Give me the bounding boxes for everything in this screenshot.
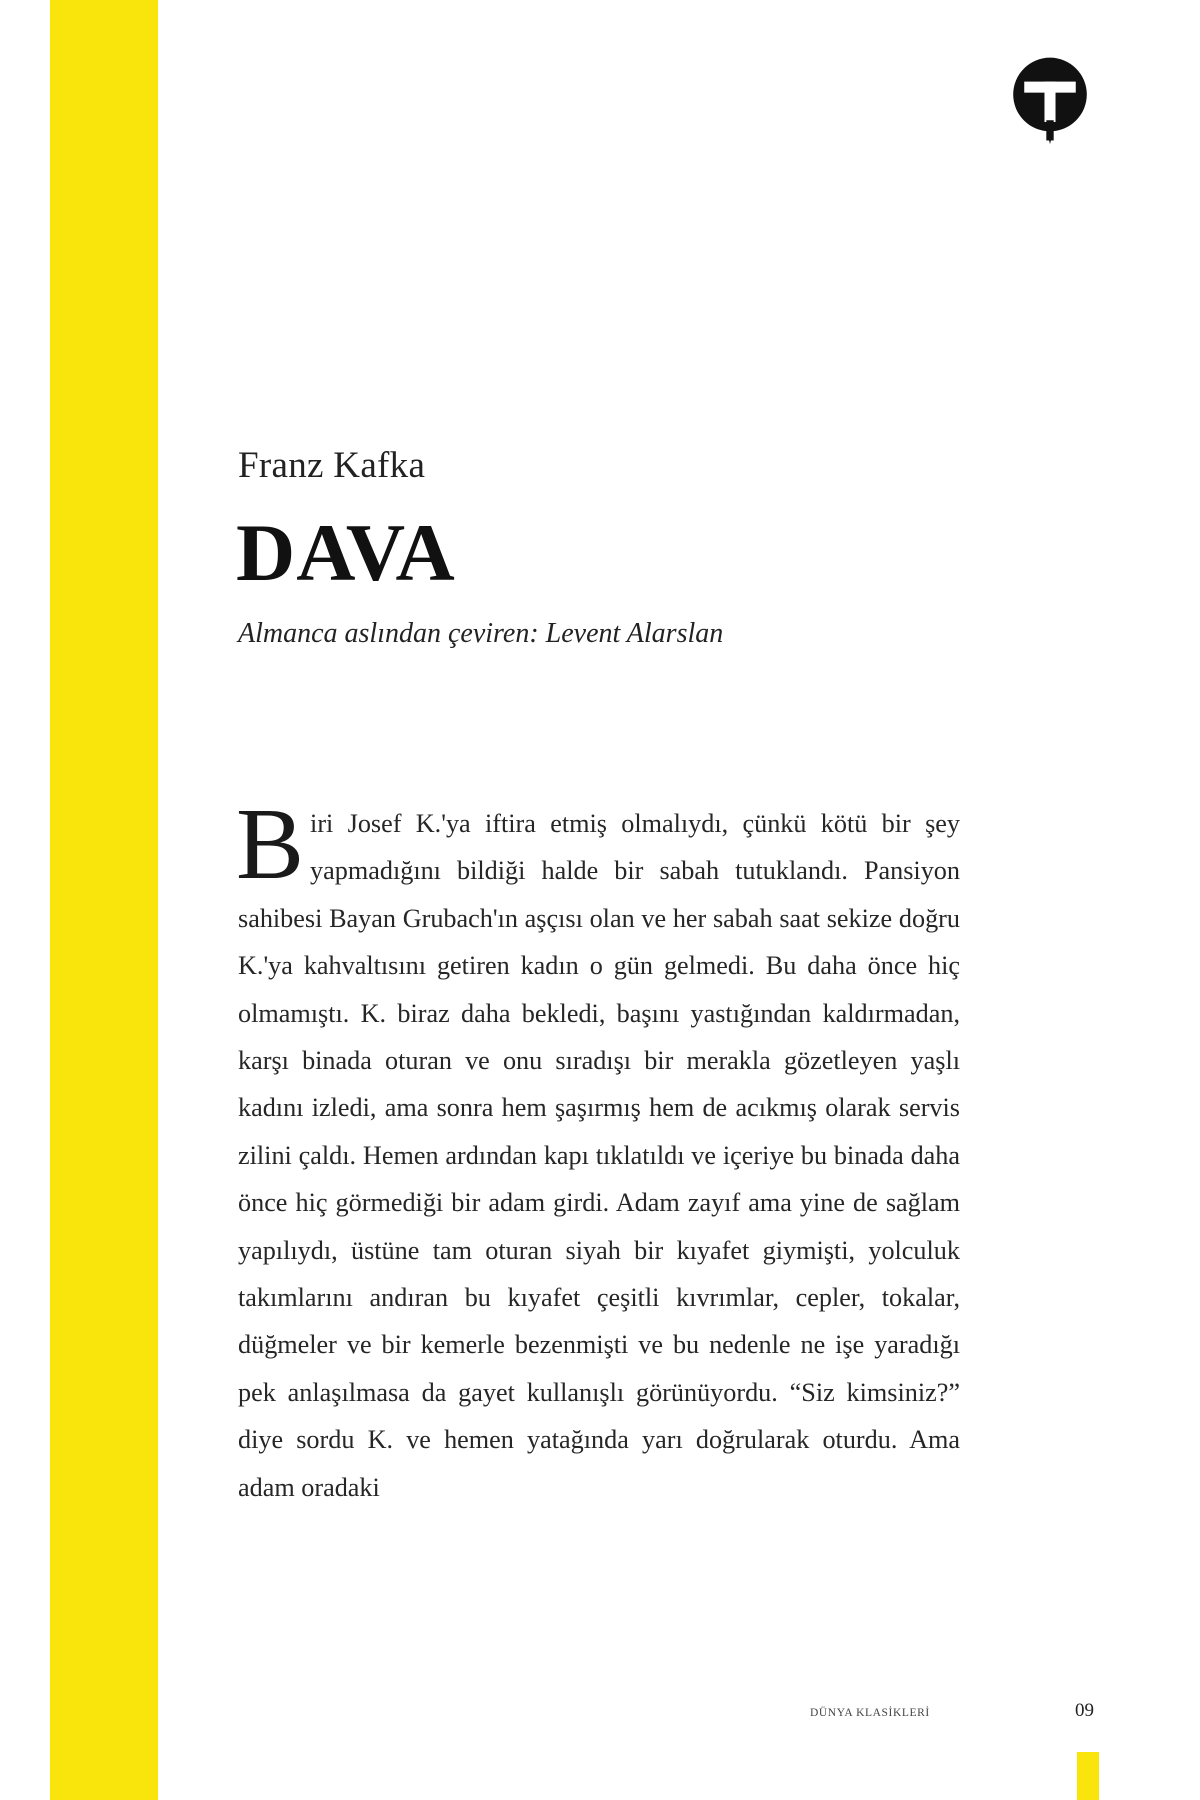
yellow-side-band bbox=[50, 0, 158, 1800]
translator-credit: Almanca aslından çeviren: Levent Alarslan bbox=[238, 618, 724, 649]
page-marker-tab bbox=[1077, 1752, 1099, 1800]
drop-cap: B bbox=[236, 788, 305, 901]
book-author: Franz Kafka bbox=[238, 445, 426, 486]
body-text: iri Josef K.'ya iftira etmiş olmalıydı, çünkü kötü bir şey yapmadığını bildiği halde bir sabah tutuklandı. Pansiyon sahibesi Bayan Grubach'ın aşçısı olan ve her sabah saat sekize doğru K.'ya kahvaltısını getiren kadın o gün gelmedi. Bu daha önce hiç olmamıştı. K. biraz daha bekledi, başını yastığından kaldırmadan, karşı binada oturan ve onu sıradışı bir merakla gözetleyen yaşlı kadını izledi, ama sonra hem şaşırmış hem de acıkmış olarak servis zilini çaldı. Hemen ardından kapı tıklatıldı ve içeriye bu binada daha önce hiç görmediği bir adam girdi. Adam zayıf ama yine de sağlam yapılıydı, üstüne tam oturan siyah bir kıyafet giymişti, yolculuk takımlarını andıran bu kıyafet çeşitli kıvrımlar, cepler, tokalar, düğmeler ve bir kemerle bezenmişti ve bu nedenle ne işe yaradığı pek anlaşılmasa da gayet kullanışlı görünüyordu. “Siz kimsiniz?” diye sordu K. ve hemen yatağında yarı doğrularak oturdu. Ama adam oradaki bbox=[238, 809, 960, 1502]
page-number: 09 bbox=[1075, 1700, 1094, 1721]
publisher-t-logo-icon bbox=[1004, 54, 1096, 146]
body-paragraph bbox=[236, 788, 960, 1511]
series-label: DÜNYA KLASİKLERİ bbox=[810, 1707, 930, 1719]
book-title: DAVA bbox=[236, 507, 456, 598]
